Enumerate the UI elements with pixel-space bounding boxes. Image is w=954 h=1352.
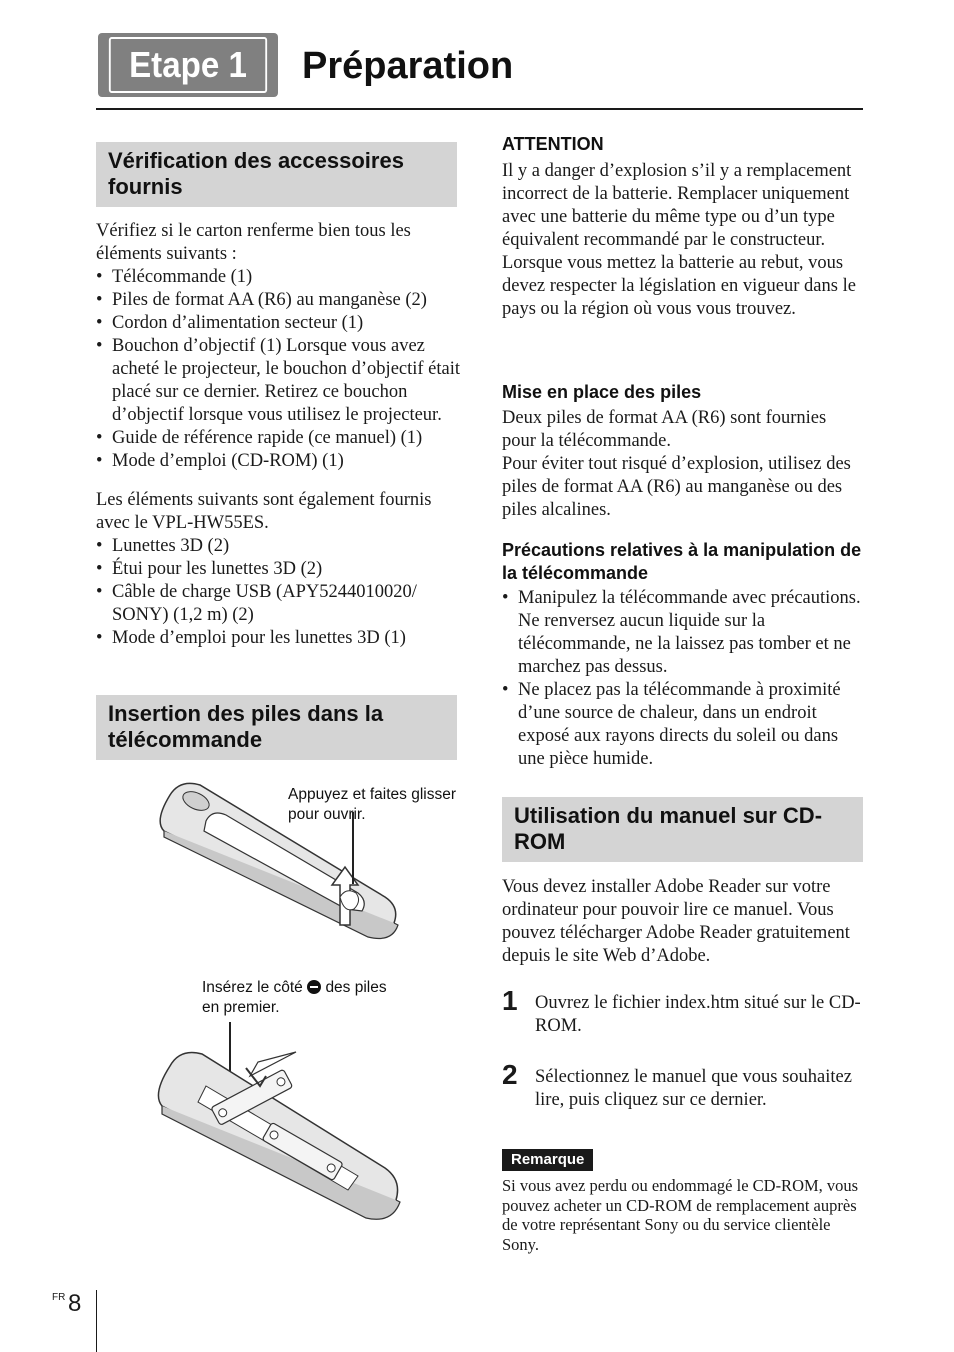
list-item: • Cordon d’alimentation secteur (1): [96, 312, 462, 335]
list-item: • Étui pour les lunettes 3D (2): [96, 558, 462, 581]
section-header-cdrom: [502, 797, 863, 862]
section-title-accessories: Vérification des accessoires fournis: [108, 148, 404, 199]
precautions-title: Précautions relatives à la manipulation de la télécommande: [502, 540, 862, 583]
figure-label-open: Appuyez et faites glisser pour ouvrir.: [288, 786, 457, 823]
step-text-2: Sélectionnez le manuel que vous souhaitez lire, puis cliquez sur ce dernier.: [535, 1067, 852, 1110]
attention-block: [502, 133, 864, 321]
attention-title: ATTENTION: [502, 134, 604, 154]
battery-placement-text: Deux piles de format AA (R6) sont fournies pour la télécommande.: [502, 408, 827, 451]
attention-text-2: Lorsque vous mettez la batterie au rebut, vous devez respecter la législation en vigueur dans le pays ou la région où vous vous trouvez.: [502, 253, 856, 319]
list-item: • Bouchon d’objectif (1) Lorsque vous avez acheté le projecteur, le bouchon d’objectif était placé sur ce dernier. Retirez ce bouchon d’objectif lorsque vous utilisez le projecteur.: [96, 335, 462, 427]
accessories-intro2: Les éléments suivants sont également fournis avec le VPL-HW55ES.: [96, 490, 432, 533]
precautions-block: [502, 539, 864, 771]
list-item: • Piles de format AA (R6) au manganèse (2): [96, 289, 462, 312]
list-item: • Ne placez pas la télécommande à proximité d’une source de chaleur, dans un endroit exposé aux rayons directs du soleil ou dans une pièce humide.: [502, 679, 864, 771]
accessories-body: [96, 220, 462, 650]
accessories-intro: Vérifiez si le carton renferme bien tous les éléments suivants :: [96, 221, 411, 264]
list-item: • Mode d’emploi pour les lunettes 3D (1): [96, 627, 462, 650]
step-number-2: 2: [502, 1059, 518, 1090]
section-title-batteries: Insertion des piles dans la télécommande: [108, 701, 384, 752]
figure-label-insert: [202, 978, 392, 1018]
accessories-list-2: [96, 535, 462, 650]
step-badge-label: Etape 1: [129, 44, 247, 85]
accessories-list: [96, 266, 462, 473]
battery-placement-block: [502, 381, 864, 522]
battery-placement-title: Mise en place des piles: [502, 382, 702, 402]
footer-divider: [96, 1290, 97, 1352]
section-header-accessories: [96, 142, 457, 207]
list-item: • Manipulez la télécommande avec précautions. Ne renversez aucun liquide sur la télécommande, ne la laissez pas tomber et ne marchez pas dessus.: [502, 587, 864, 679]
note-text: Si vous avez perdu ou endommagé le CD-ROM, vous pouvez acheter un CD-ROM de remplacement auprès de votre représentant Sony ou du service clientèle Sony.: [502, 1176, 859, 1254]
remote-battery-insert-illustration: [150, 1040, 410, 1230]
page-title: Préparation: [302, 45, 514, 87]
section-header-batteries: [96, 695, 457, 760]
header-rule: [96, 108, 863, 110]
list-item: • Guide de référence rapide (ce manuel) (1): [96, 427, 462, 450]
section-title-cdrom: Utilisation du manuel sur CD-ROM: [514, 803, 823, 854]
minus-polarity-icon: [307, 980, 321, 994]
note-badge: Remarque: [502, 1149, 593, 1171]
step-text-1: Ouvrez le fichier index.htm situé sur le CD-ROM.: [535, 993, 861, 1036]
precautions-list: [502, 587, 864, 771]
step-number-1: 1: [502, 985, 518, 1016]
list-item: • Télécommande (1): [96, 266, 462, 289]
cdrom-intro: Vous devez installer Adobe Reader sur votre ordinateur pour pouvoir lire ce manuel. Vous pouvez télécharger Adobe Reader gratuitement depuis le site Web d’Adobe.: [502, 877, 850, 966]
battery-placement-text-2: Pour éviter tout risqué d’explosion, utilisez des piles de format AA (R6) au manganèse ou des piles alcalines.: [502, 454, 851, 520]
language-code: FR: [52, 1292, 66, 1303]
step-badge: [98, 33, 278, 97]
insert-label-before: Insérez le côté: [202, 979, 303, 996]
list-item: • Câble de charge USB (APY5244010020/ SONY) (1,2 m) (2): [96, 581, 462, 627]
insert-label-after: des piles en premier.: [202, 979, 387, 1016]
list-item: • Lunettes 3D (2): [96, 535, 462, 558]
list-item: • Mode d’emploi (CD-ROM) (1): [96, 450, 462, 473]
page-number: 8: [68, 1290, 82, 1317]
attention-text: Il y a danger d’explosion s’il y a remplacement incorrect de la batterie. Remplacer uniquement avec une batterie du même type ou d’un type équivalent recommandé par le constructeur.: [502, 161, 852, 250]
